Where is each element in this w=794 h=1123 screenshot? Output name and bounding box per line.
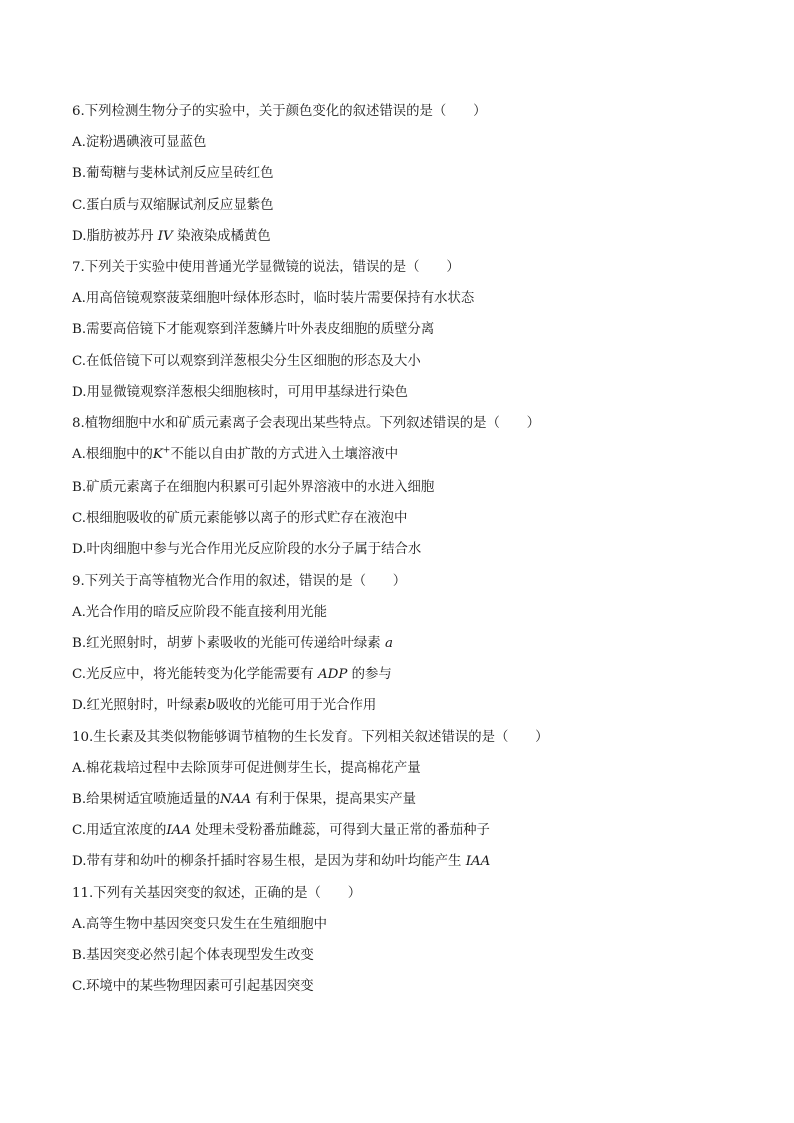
option-text: D.红光照射时，叶绿素 — [72, 698, 208, 714]
math-superscript: + — [162, 445, 171, 456]
math-var: IAA — [465, 854, 491, 870]
question-9-option-a: A.光合作用的暗反应阶段不能直接利用光能 — [72, 604, 327, 620]
question-6-option-c: C.蛋白质与双缩脲试剂反应显紫色 — [72, 197, 274, 213]
question-11-option-c: C.环境中的某些物理因素可引起基因突变 — [72, 979, 314, 995]
question-10-option-c — [72, 821, 722, 841]
question-7-option-d: D.用显微镜观察洋葱根尖细胞核时，可用甲基绿进行染色 — [72, 384, 408, 400]
option-text: B.红光照射时，胡萝卜素吸收的光能可传递给叶绿素 — [72, 636, 381, 651]
question-6-option-d — [72, 227, 722, 247]
question-10-stem: 10.生长素及其类似物能够调节植物的生长发育。下列相关叙述错误的是（ ） — [72, 729, 549, 745]
question-10-option-b — [72, 790, 722, 810]
question-6-stem: 6.下列检测生物分子的实验中，关于颜色变化的叙述错误的是（ ） — [72, 104, 487, 119]
question-9-option-b — [72, 634, 722, 654]
question-11-option-a: A.高等生物中基因突变只发生在生殖细胞中 — [72, 916, 327, 932]
question-7-stem: 7.下列关于实验中使用普通光学显微镜的说法，错误的是（ ） — [72, 259, 460, 275]
question-8-option-a — [72, 445, 722, 465]
math-var: NAA — [220, 791, 252, 807]
question-7-option-b: B.需要高倍镜下才能观察到洋葱鳞片叶外表皮细胞的质壁分离 — [72, 322, 435, 338]
math-var: a — [384, 636, 393, 651]
option-text: 吸收的光能可用于光合作用 — [215, 698, 377, 714]
question-11-option-b: B.基因突变必然引起个体表现型发生改变 — [72, 947, 314, 963]
option-text: 处理未受粉番茄雌蕊，可得到大量正常的番茄种子 — [195, 823, 490, 839]
math-var: IAA — [166, 823, 192, 839]
math-var: b — [207, 698, 216, 714]
exam-page — [72, 102, 722, 1008]
question-9-stem: 9.下列关于高等植物光合作用的叙述，错误的是（ ） — [72, 573, 407, 589]
option-text: 染液染成橘黄色 — [176, 228, 271, 244]
option-text: 的参与 — [351, 667, 392, 683]
math-var: IV — [157, 228, 173, 244]
option-text: C.光反应中，将光能转变为化学能需要有 — [72, 667, 314, 683]
question-11-stem: 11.下列有关基因突变的叙述，正确的是（ ） — [72, 885, 362, 901]
question-9-option-d — [72, 696, 722, 716]
option-text: A.根细胞中的 — [72, 447, 153, 463]
option-text: 不能以自由扩散的方式进入土壤溶液中 — [170, 447, 399, 463]
question-6-option-a: A.淀粉遇碘液可显蓝色 — [72, 135, 207, 151]
question-6-option-b: B.葡萄糖与斐林试剂反应呈砖红色 — [72, 166, 274, 182]
question-8-stem: 8.植物细胞中水和矿质元素离子会表现出某些特点。下列叙述错误的是（ ） — [72, 415, 541, 431]
math-var: ADP — [317, 667, 348, 683]
question-10-option-a: A.棉花栽培过程中去除顶芽可促进侧芽生长，提高棉花产量 — [72, 760, 421, 776]
option-text: C.用适宜浓度的 — [72, 823, 167, 839]
option-text: B.给果树适宜喷施适量的 — [72, 791, 221, 807]
math-var: K — [152, 447, 163, 463]
option-text: 有利于保果，提高果实产量 — [255, 791, 417, 807]
question-9-option-c — [72, 665, 722, 685]
option-text: D.带有芽和幼叶的柳条扦插时容易生根，是因为芽和幼叶均能产生 — [72, 854, 462, 870]
question-8-option-b: B.矿质元素离子在细胞内积累可引起外界溶液中的水进入细胞 — [72, 480, 435, 496]
question-7-option-c: C.在低倍镜下可以观察到洋葱根尖分生区细胞的形态及大小 — [72, 353, 421, 369]
option-text: D.脂肪被苏丹 — [72, 228, 154, 244]
question-8-option-d: D.叶肉细胞中参与光合作用光反应阶段的水分子属于结合水 — [72, 542, 422, 558]
question-7-option-a: A.用高倍镜观察菠菜细胞叶绿体形态时，临时装片需要保持有水状态 — [72, 291, 475, 307]
question-10-option-d — [72, 852, 722, 872]
question-8-option-c: C.根细胞吸收的矿质元素能够以离子的形式贮存在液泡中 — [72, 511, 408, 527]
